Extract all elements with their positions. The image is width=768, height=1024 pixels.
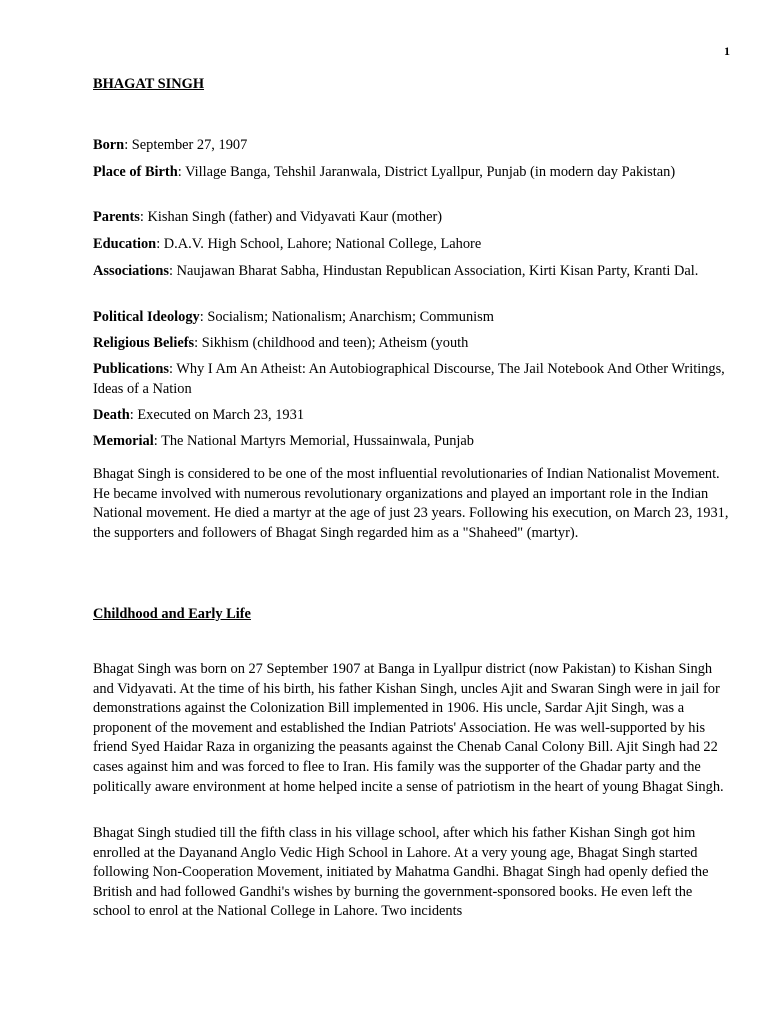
- field-value: : D.A.V. High School, Lahore; National College, Lahore: [156, 236, 482, 252]
- field-label: Born: [93, 137, 125, 153]
- field-publications: [93, 360, 733, 406]
- field-label: Publications: [93, 361, 169, 377]
- field-political-ideology: [93, 308, 733, 334]
- field-death: [93, 406, 733, 432]
- field-value: : September 27, 1907: [124, 137, 248, 153]
- document-body: [93, 75, 733, 922]
- field-label: Political Ideology: [93, 309, 200, 325]
- field-label: Memorial: [93, 433, 154, 449]
- field-label: Education: [93, 236, 157, 252]
- field-education: [93, 235, 733, 262]
- field-born: [93, 136, 733, 163]
- section-paragraph: Bhagat Singh was born on 27 September 1907 at Banga in Lyallpur district (now Pakistan) to Kishan Singh and Vidyavati. At the time of his birth, his father Kishan Singh, uncles Ajit and Swaran Singh were in jail for demonstrations against the Colonization Bill implemented in 1906. His uncle, Sardar Ajit Singh, was a proponent of the movement and established the Indian Patriots' Association. He was well-supported by his friend Syed Haidar Raza in organizing the peasants against the Chenab Canal Colony Bill. Ajit Singh had 22 cases against him and was forced to flee to Iran. His family was the supporter of the Ghadar party and the politically aware environment at home helped incite a sense of patriotism in the heart of young Bhagat Singh.: [93, 661, 724, 795]
- section-paragraph: Bhagat Singh studied till the fifth class in his village school, after which his father Kishan Singh got him enrolled at the Dayanand Anglo Vedic High School in Lahore. At a very young age, Bhagat Singh started following Non-Cooperation Movement, initiated by Mahatma Gandhi. Bhagat Singh had openly defied the British and had followed Gandhi's wishes by burning the government-sponsored books. He even left the school to enrol at the National College in Lahore. Two incidents: [93, 825, 709, 920]
- field-value: : The National Martyrs Memorial, Hussainwala, Punjab: [153, 433, 474, 449]
- field-associations: [93, 262, 733, 308]
- field-memorial: [93, 432, 733, 465]
- field-place-of-birth: [93, 163, 733, 208]
- field-label: Parents: [93, 209, 140, 225]
- field-value: : Kishan Singh (father) and Vidyavati Kaur (mother): [139, 209, 443, 225]
- field-religious-beliefs: [93, 334, 733, 360]
- field-value: : Executed on March 23, 1931: [129, 407, 305, 423]
- section-heading: Childhood and Early Life: [93, 606, 251, 622]
- field-label: Place of Birth: [93, 164, 178, 180]
- field-value: : Sikhism (childhood and teen); Atheism (youth: [194, 335, 469, 351]
- field-parents: [93, 208, 733, 235]
- field-label: Associations: [93, 263, 169, 279]
- field-label: Death: [93, 407, 130, 423]
- intro-paragraph: Bhagat Singh is considered to be one of the most influential revolutionaries of Indian Nationalist Movement. He became involved with numerous revolutionary organizations and played an important role in the Indian National movement. He died a martyr at the age of just 23 years. Following his execution, on March 23, 1931, the supporters and followers of Bhagat Singh regarded him as a "Shaheed" (martyr).: [93, 466, 729, 541]
- field-value: : Why I Am An Atheist: An Autobiographical Discourse, The Jail Notebook And Other Writings, Ideas of a Nation: [93, 361, 725, 397]
- field-value: : Socialism; Nationalism; Anarchism; Communism: [199, 309, 494, 325]
- document-title: BHAGAT SINGH: [93, 76, 205, 92]
- field-value: : Village Banga, Tehshil Jaranwala, District Lyallpur, Punjab (in modern day Pakistan): [177, 164, 676, 180]
- field-label: Religious Beliefs: [93, 335, 195, 351]
- page-number: 1: [724, 44, 730, 58]
- field-value: : Naujawan Bharat Sabha, Hindustan Republican Association, Kirti Kisan Party, Kranti Dal.: [168, 263, 699, 279]
